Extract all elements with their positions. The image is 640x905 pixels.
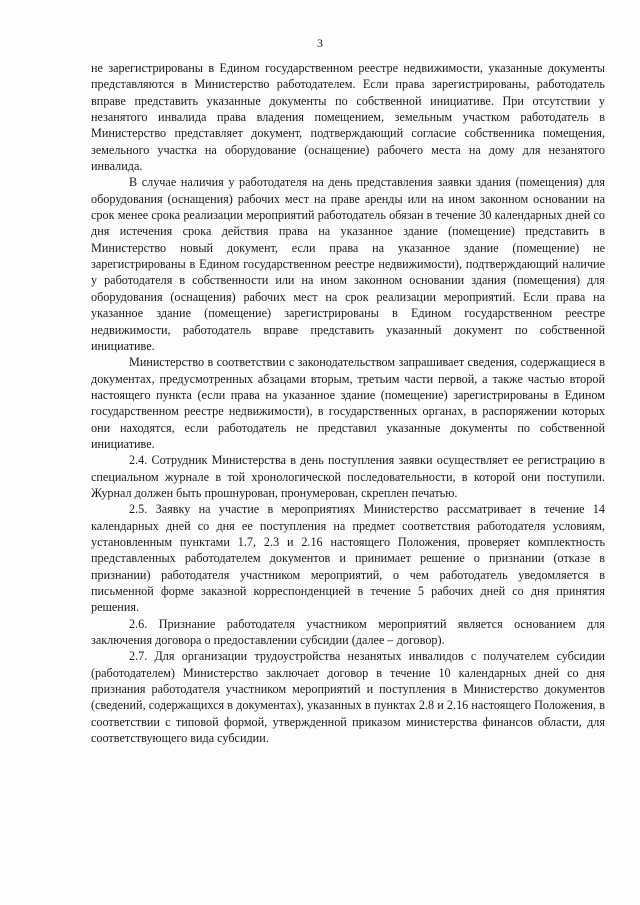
page-number: 3 xyxy=(317,36,323,50)
paragraph-2-4: 2.4. Сотрудник Министерства в день поступления заявки осуществляет ее регистрацию в специальном журнале в той хронологической последовательности, в которой они поступили. Журнал должен быть прошнурован, пронумерован, скреплен печатью. xyxy=(91,453,605,500)
paragraph-2-5: 2.5. Заявку на участие в мероприятиях Министерство рассматривает в течение 14 календарных дней со дня ее поступления на предмет соответствия работодателя условиям, установленным пунктами 1.7, 2.3 и 2.16 настоящего Положения, проверяет комплектность представленных работодателем документов и принимает решение о признании (отказе в признании) работодателя участником мероприятий, о чем работодатель уведомляется в письменной форме заказной корреспонденцией в течение 5 рабочих дней со дня принятия решения. xyxy=(91,502,605,615)
paragraph-2-7: 2.7. Для организации трудоустройства незанятых инвалидов с получателем субсидии (работодателем) Министерство заключает договор в течение 10 календарных дней со дня признания работодателя участником мероприятий и поступления в Министерство документов (сведений, содержащихся в документах), указанных в пунктах 2.8 и 2.16 настоящего Положения, в соответствии с типовой формой, утвержденной приказом министерства финансов области, для соответствующего вида субсидии. xyxy=(91,649,605,746)
paragraph-continuation: не зарегистрированы в Едином государственном реестре недвижимости, указанные документы представляются в Министерство работодателем. Если права зарегистрированы, работодатель вправе представить указанные документы по собственной инициативе. При отсутствии у незанятого инвалида права владения помещением, земельным участком работодатель в Министерство представляет документ, подтверждающий согласие собственника помещения, земельного участка на оборудование (оснащение) рабочего места на дому для незанятого инвалида. xyxy=(91,61,605,174)
document-body xyxy=(91,60,605,746)
paragraph-2-6: 2.6. Признание работодателя участником мероприятий является основанием для заключения договора о предоставлении субсидии (далее – договор). xyxy=(91,616,605,648)
paragraph-ministry-request: Министерство в соответствии с законодательством запрашивает сведения, содержащиеся в документах, предусмотренных абзацами вторым, третьим части первой, а также частью второй настоящего пункта (если права на указанное здание (помещение) зарегистрированы в Едином государственном реестре недвижимости), в государственных органах, в распоряжении которых они находятся, если работодатель не представил указанные документы по собственной инициативе. xyxy=(91,355,605,451)
paragraph-lease-premises: В случае наличия у работодателя на день представления заявки здания (помещения) для оборудования (оснащения) рабочих мест на праве аренды или на ином законном основании на срок менее срока реализации мероприятий работодатель обязан в течение 30 календарных дней со дня истечения срока действия права на указанное здание (помещение) представить в Министерство новый документ, если права на указанное здание (помещение) не зарегистрированы в Едином государственном реестре недвижимости), подтверждающий наличие у работодателя в собственности или на ином законном основании здания (помещения) для оборудования (оснащения) рабочих мест на срок реализации мероприятий. Если права на указанное здание (помещение) зарегистрированы в Едином государственном реестре недвижимости, работодатель вправе представить указанный документ по собственной инициативе. xyxy=(91,175,605,353)
